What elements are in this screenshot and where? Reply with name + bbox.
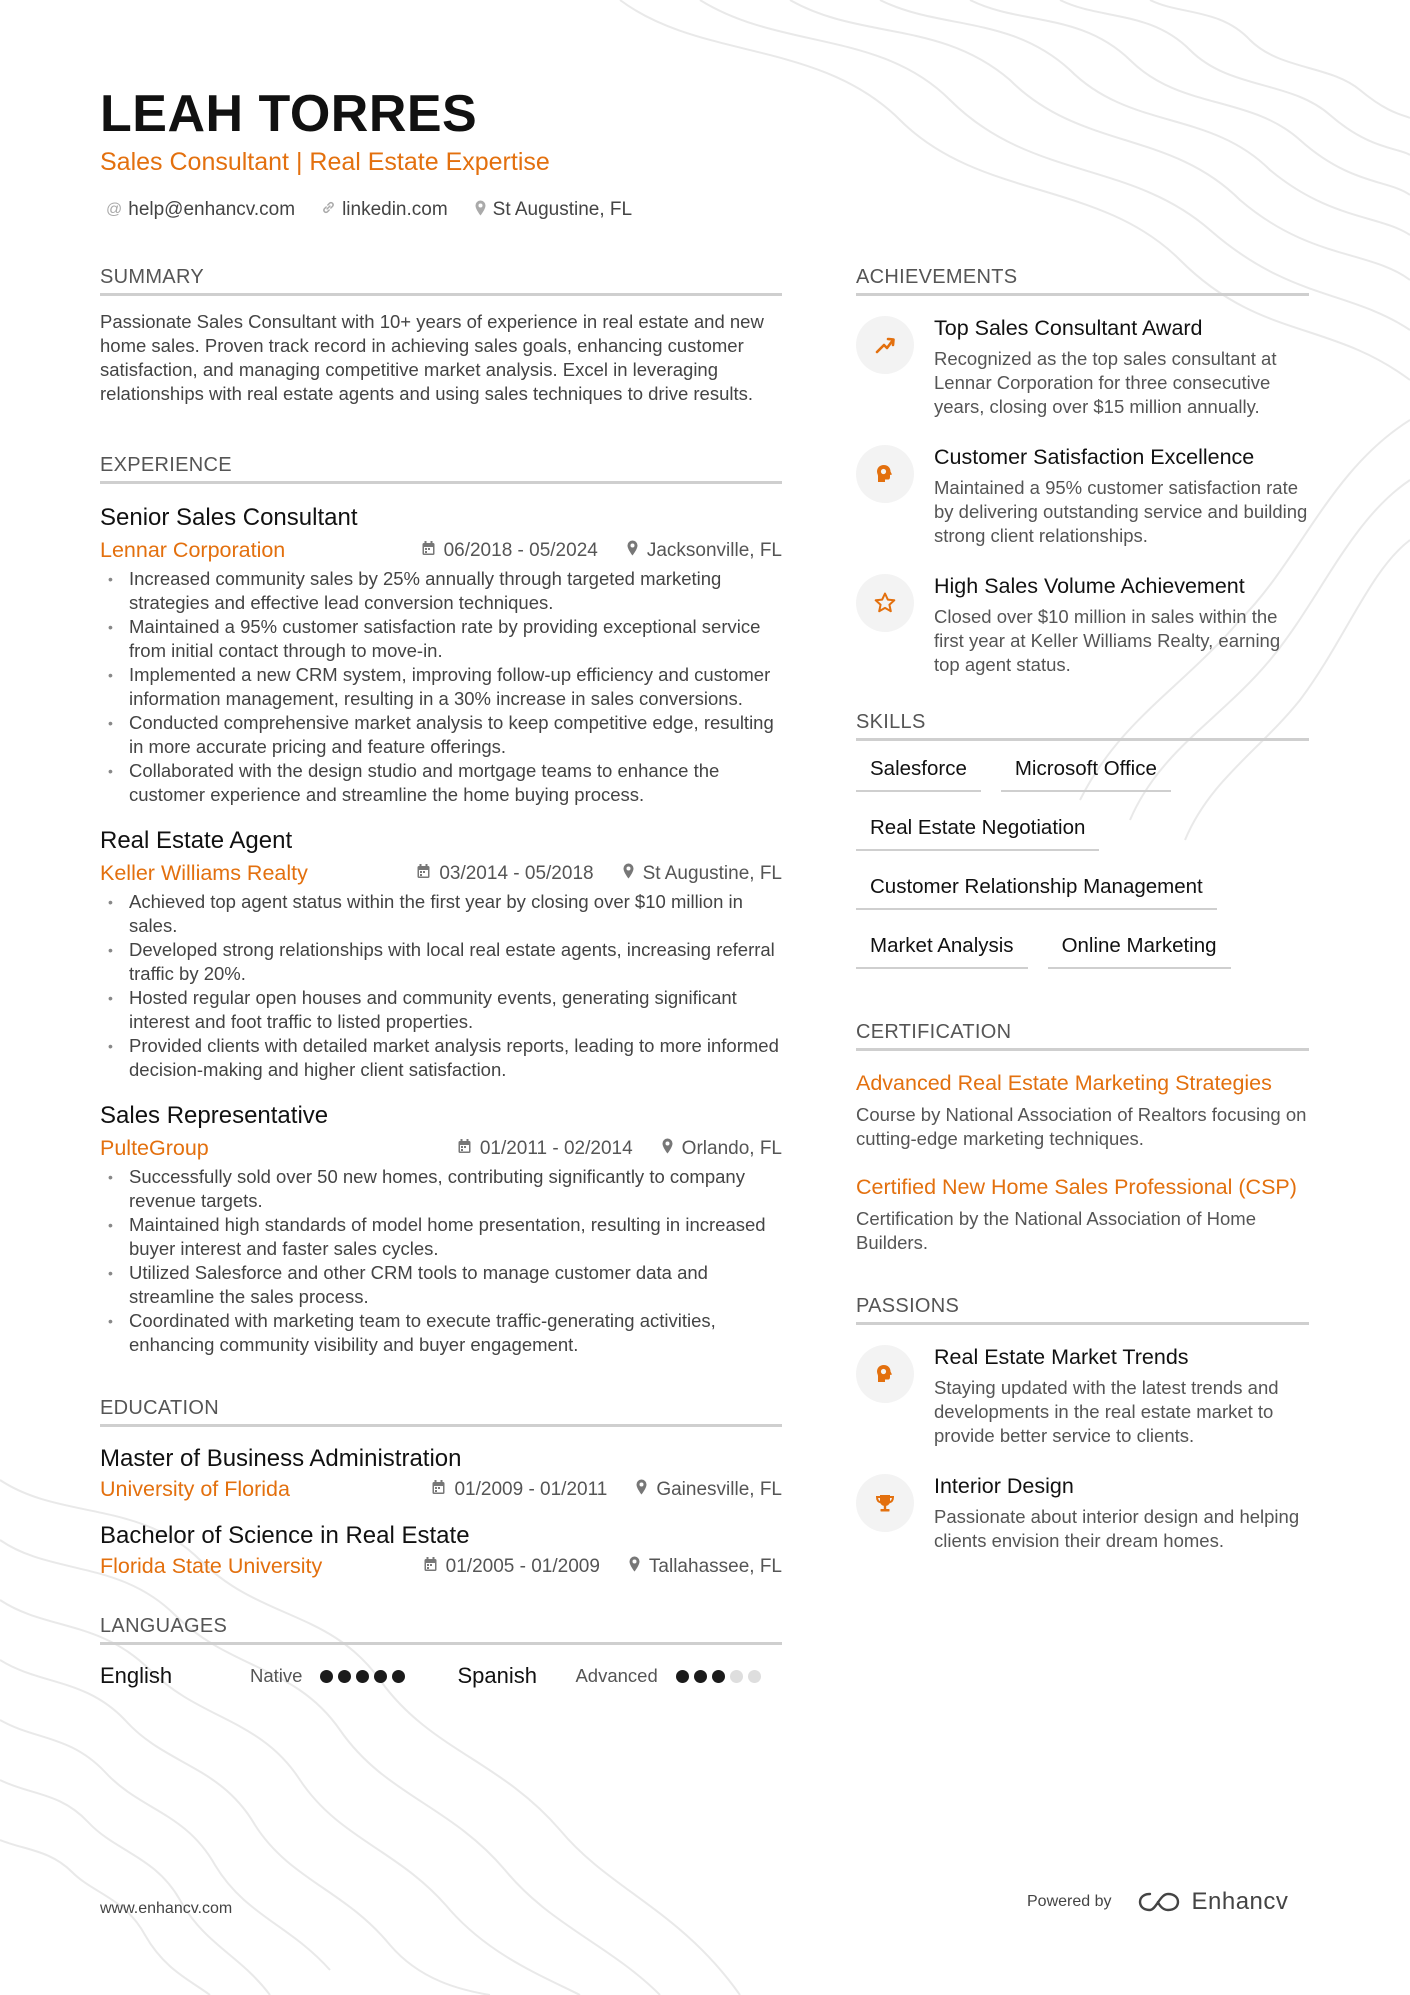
job-bullet: • Maintained high standards of model home presentation, resulting in increased buyer interest and faster sales cycles. [100, 1213, 782, 1261]
experience-entry [100, 1102, 782, 1357]
achievement-body [934, 574, 1309, 677]
trophy-icon [856, 1474, 914, 1532]
education-location [628, 1556, 782, 1578]
job-title: Sales Representative [100, 1102, 329, 1129]
rating-dot-empty [748, 1670, 761, 1683]
skill-tag: Microsoft Office [1001, 757, 1171, 792]
job-meta [100, 1136, 782, 1161]
enhancv-logo[interactable] [1138, 1888, 1289, 1916]
rating-dot-filled [356, 1670, 369, 1683]
education-location-text: Gainesville, FL [656, 1478, 782, 1500]
summary-heading: SUMMARY [100, 266, 782, 296]
right-column [856, 266, 1309, 1553]
job-meta [100, 538, 782, 563]
location-pin-icon [474, 200, 487, 221]
education-section [100, 1397, 782, 1579]
language-name: English [100, 1663, 173, 1688]
achievement-item [856, 316, 1309, 419]
location-pin-icon [622, 863, 635, 884]
job-dates-text: 06/2018 - 05/2024 [443, 539, 598, 561]
job-bullets [100, 890, 782, 1082]
certification-desc: Course by National Association of Realtors focusing on cutting-edge marketing techniques. [856, 1104, 1307, 1149]
brand-name: Enhancv [1191, 1888, 1289, 1915]
language-level: Native [250, 1665, 303, 1686]
passion-item [856, 1345, 1309, 1448]
job-title: Real Estate Agent [100, 827, 293, 854]
languages-section [100, 1615, 782, 1689]
rating-dot-filled [694, 1670, 707, 1683]
at-icon: @ [106, 201, 123, 218]
company-name: Keller Williams Realty [100, 861, 308, 885]
skill-tag: Salesforce [856, 757, 981, 792]
achievement-desc: Recognized as the top sales consultant at Lennar Corporation for three consecutive years, closing over $15 million annually. [934, 348, 1277, 417]
contact-linkedin[interactable] [321, 199, 448, 221]
achievement-title: High Sales Volume Achievement [934, 574, 1245, 598]
certification-title: Certified New Home Sales Professional (CSP) [856, 1175, 1297, 1199]
head-brain-icon [856, 1345, 914, 1403]
language-rating [320, 1670, 405, 1683]
passions-section [856, 1295, 1309, 1553]
job-meta [100, 861, 782, 886]
rating-dot-filled [338, 1670, 351, 1683]
rating-dot-filled [392, 1670, 405, 1683]
company-name: Lennar Corporation [100, 538, 286, 562]
rating-dot-filled [374, 1670, 387, 1683]
job-bullets [100, 1165, 782, 1357]
job-bullet: • Coordinated with marketing team to execute traffic-generating activities, enhancing community visibility and buyer engagement. [100, 1309, 782, 1357]
certification-desc: Certification by the National Association of Home Builders. [856, 1208, 1257, 1253]
head-brain-icon [856, 445, 914, 503]
enhancv-logo-icon [1138, 1890, 1184, 1914]
job-location-text: Jacksonville, FL [646, 539, 782, 561]
school-name: University of Florida [100, 1477, 290, 1501]
job-bullet: • Successfully sold over 50 new homes, contributing significantly to company revenue targets. [100, 1165, 782, 1213]
skill-tag: Market Analysis [856, 934, 1028, 969]
location-pin-icon [661, 1138, 674, 1159]
achievement-desc: Closed over $10 million in sales within the first year at Keller Williams Realty, earning top agent status. [934, 606, 1281, 675]
passion-body [934, 1345, 1309, 1448]
achievement-body [934, 316, 1309, 419]
education-dates [423, 1556, 600, 1578]
education-dates-text: 01/2005 - 01/2009 [445, 1555, 600, 1577]
calendar-icon [457, 1138, 472, 1159]
certification-heading: CERTIFICATION [856, 1021, 1309, 1051]
job-location [661, 1138, 782, 1160]
experience-entry [100, 504, 782, 807]
education-entry [100, 1445, 782, 1502]
location-pin-icon [635, 1479, 648, 1500]
job-bullet: • Maintained a 95% customer satisfaction rate by providing exceptional service from initial contact through to move-in. [100, 615, 782, 663]
certification-item [856, 1069, 1309, 1151]
left-column [100, 266, 782, 1689]
candidate-headline: Sales Consultant | Real Estate Expertise [100, 148, 550, 176]
education-meta-right [431, 1479, 782, 1501]
language-name: Spanish [457, 1663, 537, 1688]
education-heading: EDUCATION [100, 1397, 782, 1427]
link-icon [321, 200, 336, 220]
achievements-heading: ACHIEVEMENTS [856, 266, 1309, 296]
job-bullet: • Provided clients with detailed market analysis reports, leading to more informed decision-making and higher client satisfaction. [100, 1034, 782, 1082]
job-bullet: • Hosted regular open houses and community events, generating significant interest and foot traffic to listed properties. [100, 986, 782, 1034]
achievement-item [856, 574, 1309, 677]
rating-dot-filled [676, 1670, 689, 1683]
passion-item [856, 1474, 1309, 1553]
powered-by-label: Powered by [1027, 1893, 1112, 1910]
calendar-icon [423, 1556, 438, 1577]
job-bullet: • Collaborated with the design studio and mortgage teams to enhance the customer experience and streamline the home buying process. [100, 759, 782, 807]
calendar-icon [416, 863, 431, 884]
footer-website[interactable]: www.enhancv.com [100, 1900, 233, 1917]
education-meta-right [423, 1556, 782, 1578]
job-dates [416, 863, 593, 885]
job-bullet: • Developed strong relationships with local real estate agents, increasing referral traffic by 20%. [100, 938, 782, 986]
job-location [626, 540, 782, 562]
certification-section [856, 1021, 1309, 1255]
job-dates [457, 1138, 633, 1160]
education-entry [100, 1522, 782, 1579]
education-meta [100, 1477, 782, 1502]
degree-title: Bachelor of Science in Real Estate [100, 1522, 470, 1549]
job-location [622, 863, 782, 885]
education-location [635, 1479, 782, 1501]
degree-title: Master of Business Administration [100, 1445, 462, 1472]
achievement-body [934, 445, 1309, 548]
language-level: Advanced [575, 1665, 658, 1686]
skill-tag: Customer Relationship Management [856, 875, 1217, 910]
skills-heading: SKILLS [856, 711, 1309, 741]
candidate-name: LEAH TORRES [100, 85, 478, 143]
skill-tag: Online Marketing [1048, 934, 1231, 969]
experience-heading: EXPERIENCE [100, 454, 782, 484]
job-bullet: • Utilized Salesforce and other CRM tools to manage customer data and streamline the sales process. [100, 1261, 782, 1309]
rating-dot-filled [712, 1670, 725, 1683]
job-location-text: St Augustine, FL [642, 862, 782, 884]
achievement-desc: Maintained a 95% customer satisfaction rate by delivering outstanding service and building strong client relationships. [934, 477, 1308, 546]
rating-dot-filled [320, 1670, 333, 1683]
passion-desc: Passionate about interior design and helping clients envision their dream homes. [934, 1506, 1300, 1551]
job-dates [421, 540, 598, 562]
job-bullet: • Conducted comprehensive market analysis to keep competitive edge, resulting in more accurate pricing and feature offerings. [100, 711, 782, 759]
education-dates [431, 1479, 607, 1501]
passions-heading: PASSIONS [856, 1295, 1309, 1325]
achievement-title: Customer Satisfaction Excellence [934, 445, 1255, 469]
location-pin-icon [626, 540, 639, 561]
contact-email-text: help@enhancv.com [128, 199, 296, 220]
passion-body [934, 1474, 1309, 1553]
job-bullet: • Achieved top agent status within the first year by closing over $10 million in sales. [100, 890, 782, 938]
experience-entry [100, 827, 782, 1082]
education-location-text: Tallahassee, FL [648, 1555, 782, 1577]
certification-title: Advanced Real Estate Marketing Strategies [856, 1071, 1272, 1095]
passion-desc: Staying updated with the latest trends and developments in the real estate market to provide better service to clients. [934, 1377, 1279, 1446]
achievement-item [856, 445, 1309, 548]
skill-tag: Real Estate Negotiation [856, 816, 1099, 851]
job-location-text: Orlando, FL [681, 1137, 782, 1159]
rating-dot-empty [730, 1670, 743, 1683]
summary-text: Passionate Sales Consultant with 10+ years of experience in real estate and new home sales. Proven track record in achieving sales goals, enhancing customer satisfaction, and managing competitive market analysis. Excel in leveraging relationships with real estate agents and using sales techniques to drive results. [100, 311, 764, 404]
certification-item [856, 1173, 1309, 1255]
job-dates-text: 01/2011 - 02/2014 [479, 1137, 633, 1159]
contact-location [474, 199, 632, 221]
job-meta-right [416, 863, 782, 885]
languages-row [100, 1663, 782, 1689]
job-title: Senior Sales Consultant [100, 504, 358, 531]
star-icon [856, 574, 914, 632]
job-dates-text: 03/2014 - 05/2018 [439, 862, 594, 884]
passion-title: Interior Design [934, 1474, 1074, 1498]
growth-arrow-icon [856, 316, 914, 374]
job-bullet: • Implemented a new CRM system, improving follow-up efficiency and customer information management, resulting in a 30% increase in sales conversions. [100, 663, 782, 711]
education-meta [100, 1554, 782, 1579]
company-name: PulteGroup [100, 1136, 209, 1160]
achievements-section [856, 266, 1309, 677]
calendar-icon [431, 1479, 446, 1500]
contact-email[interactable] [106, 199, 295, 221]
job-meta-right [421, 540, 782, 562]
job-bullet: • Increased community sales by 25% annually through targeted marketing strategies and effective lead conversion techniques. [100, 567, 782, 615]
calendar-icon [421, 540, 436, 561]
job-meta-right [457, 1138, 782, 1160]
passion-title: Real Estate Market Trends [934, 1345, 1189, 1369]
experience-section [100, 454, 782, 1357]
footer-branding [1027, 1888, 1288, 1916]
contact-linkedin-text: linkedin.com [342, 199, 448, 220]
summary-section [100, 266, 782, 406]
school-name: Florida State University [100, 1554, 323, 1578]
skills-section [856, 711, 1309, 969]
location-pin-icon [628, 1556, 641, 1577]
languages-heading: LANGUAGES [100, 1615, 782, 1645]
contact-location-text: St Augustine, FL [492, 199, 633, 220]
job-bullets [100, 567, 782, 807]
education-dates-text: 01/2009 - 01/2011 [454, 1478, 608, 1500]
skills-list [856, 757, 1309, 969]
contact-row [106, 199, 632, 221]
language-rating [676, 1670, 761, 1683]
achievement-title: Top Sales Consultant Award [934, 316, 1203, 340]
